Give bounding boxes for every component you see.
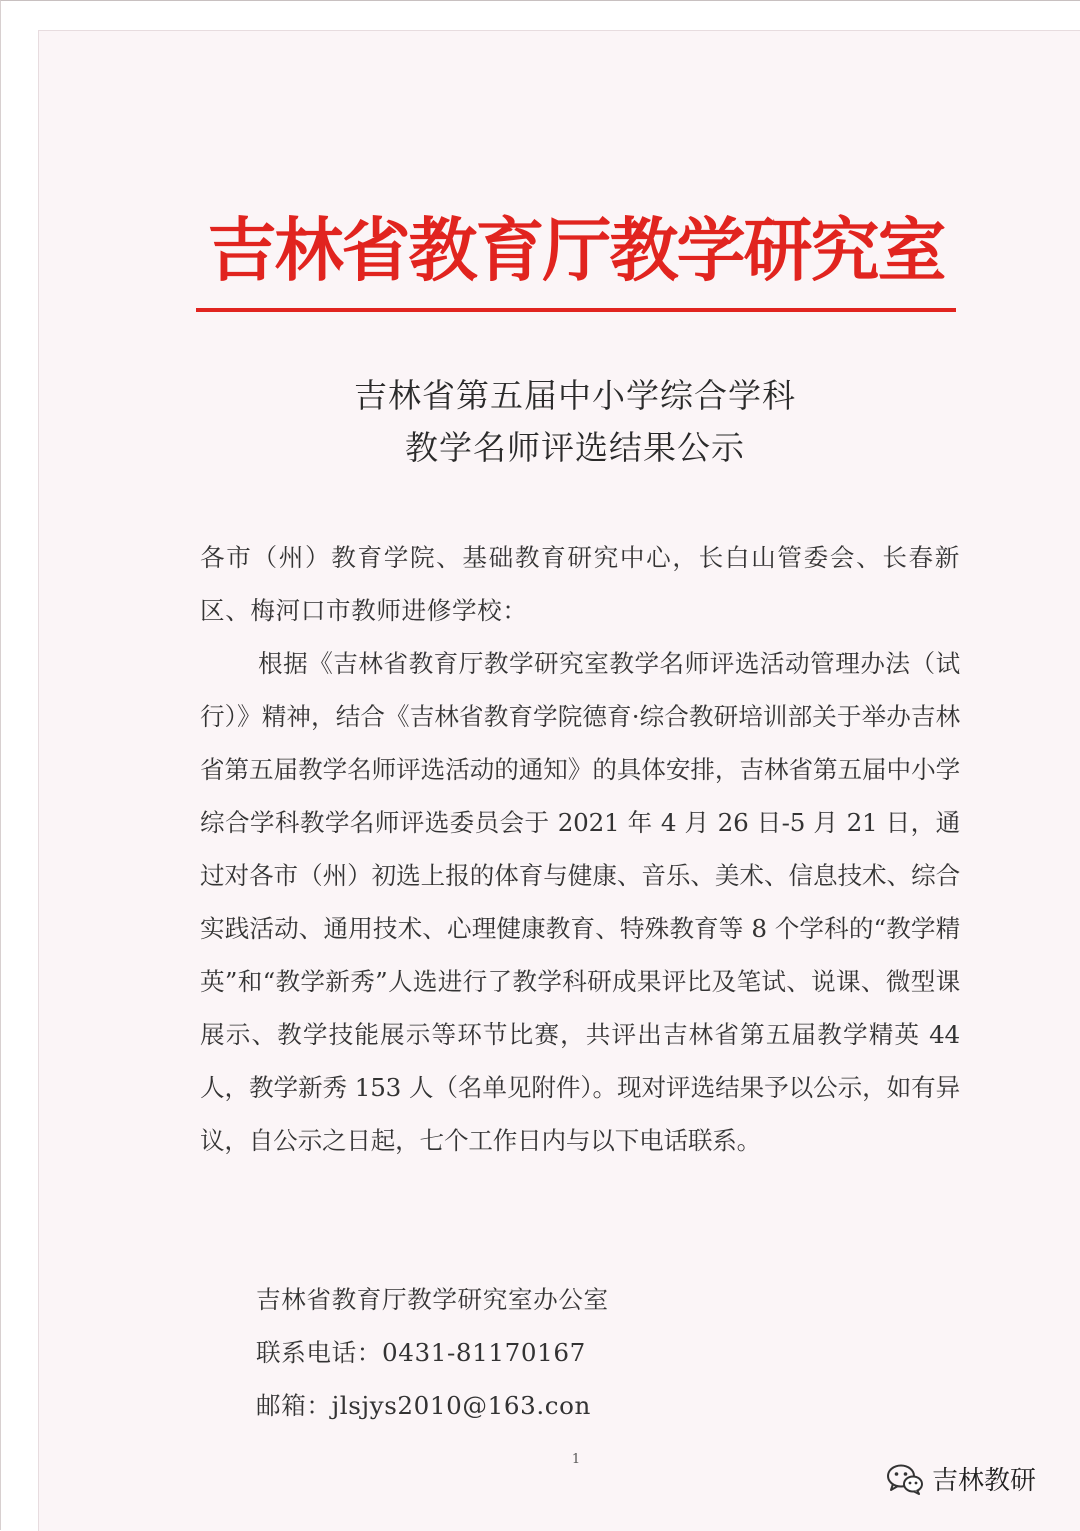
office-name: 吉林省教育厅教学研究室办公室 (256, 1285, 609, 1314)
title-line-1: 吉林省第五届中小学综合学科 (354, 376, 796, 415)
contact-phone: 联系电话：0431-81170167 (256, 1338, 586, 1367)
account-name: 吉林教研 (932, 1466, 1037, 1496)
page-number: 1 (571, 1452, 581, 1467)
salutation: 各市（州）教育学院、基础教育研究中心，长白山管委会、长春新区、梅河口市教师进修学校： (200, 543, 960, 625)
account-watermark (886, 1460, 1036, 1497)
masthead: 吉林省教育厅教学研究室 (207, 211, 945, 291)
document-title (160, 370, 990, 474)
document-body (200, 531, 960, 1167)
title-line-2: 教学名师评选结果公示 (405, 428, 745, 467)
contact-block (256, 1273, 609, 1432)
wechat-icon (886, 1463, 924, 1495)
contact-email: 邮箱：jlsjys2010@163.con (256, 1391, 591, 1420)
body-paragraph: 根据《吉林省教育厅教学研究室教学名师评选活动管理办法（试行）》精神，结合《吉林省教育学院德育·综合教研培训部关于举办吉林省第五届教学名师评选活动的通知》的具体安排，吉林省第五届中小学综合学科教学名师评选委员会于 2021 年 4 月 26 日-5 月 21 日，通过对各市（州）初选上报的体育与健康、音乐、美术、信息技术、综合实践活动、通用技术、心理健康教育、特殊教育等 8 个学科的“教学精英”和“教学新秀”人选进行了教学科研成果评比及笔试、说课、微型课展示、教学技能展示等环节比赛，共评出吉林省第五届教学精英 44 人，教学新秀 153 人（名单见附件）。现对评选结果予以公示，如有异议，自公示之日起，七个工作日内与以下电话联系。 (200, 649, 960, 1155)
masthead-rule (196, 308, 956, 312)
